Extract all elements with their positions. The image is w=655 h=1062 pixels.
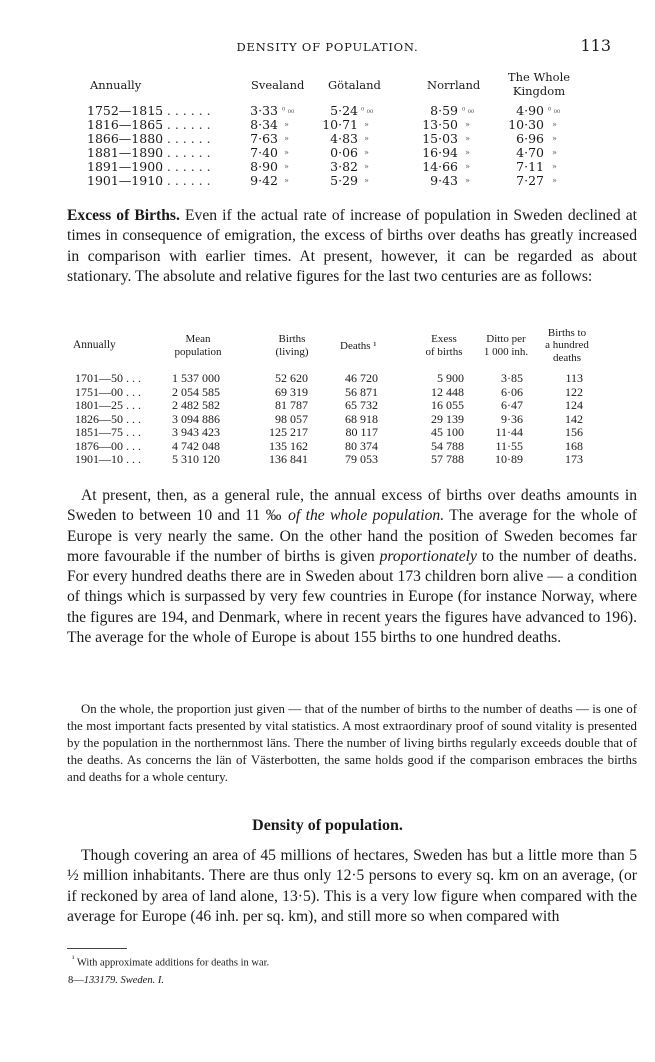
footnote: $^{^1}$ With approximate additions for deaths in war. — [72, 954, 270, 969]
printer-signature: 8—133179. Sweden. I. — [68, 975, 164, 986]
table-body: 1701—50 . . . 1 537 000 52 620 46 720 5 900 3·85 113 1751—00 . . . 2 054 585 69 319 56 871 12 448 6·06 122 1801—25 . . . 2 482 582 81 787 65 732 16 055 6·47 124 1826—50 . . . 3 094 886 98 057 68 918 29 139 9·36 142 1851—75 . . . 3 943 423 125 217 80 117 45 100 11·44 156 1876—00 . . . 4 742 048 135 162 80 374 54 788 11·55 168 1901—10 . . . 5 310 120 136 841 79 053 57 788 10·89 173 — [75, 371, 583, 466]
col-header-svealand: Svealand — [251, 78, 305, 92]
table-body: 1752—1815 . . . . . . . . 3·33 ⁰ ₀₀ 5·24 ⁰ ₀₀ 8·59 ⁰ ₀₀ 4·90 ⁰ ₀₀ 1816—1865 . . . . . . . . 8·34 » 10·71 » 13·50 » 10·30 » 1866—1880 . . . . . . . . 7·63 » 4·83 » 15·03 » 6·96 » 1881—1890 . . . . . . . . 7·40 » 0·06 » 16·94 » 4·70 » 1891—1900 . . . . . . . . 8·90 » 3·82 » 14·66 » 7·11 » 1901—1910 . . . . . . . . 9·42 » 5·29 » 9·43 » 7·27 » — [87, 103, 561, 188]
col-header-per-1000: Ditto per — [486, 333, 526, 345]
excess-of-births-paragraph: Excess of Births. Even if the actual rate of increase of population in Sweden declined at times in consequence of emigration, the excess of births over deaths has greatly increased in comparison with earlier times. At present, however, it can be regarded as about stationary. The absolute and relative figures for the last two centuries are as follows: — [67, 207, 638, 285]
col-header-annually: Annually — [73, 339, 116, 351]
col-header-excess: Exess — [431, 333, 457, 345]
col-header-mean-pop: Mean — [185, 333, 211, 345]
page-number: 113 — [580, 36, 611, 55]
density-paragraph: Though covering an area of 45 millions of hectares, Sweden has but a little more than 5 ½ million inhabitants. There are thus only 12·5 persons to every sq. km on an average, (or if reckoned by area of land alone, 13·5). This is a very low figure when compared with the average for Europe (46 inh. per sq. km), and still more so when compared with — [67, 847, 637, 925]
col-header-kingdom-2: Kingdom — [512, 84, 566, 98]
col-header-births-per-100-deaths: Births to — [547, 327, 587, 339]
excess-heading: Excess of Births. — [67, 207, 180, 224]
at-present-paragraph: At present, then, as a general rule, the annual excess of births over deaths amounts in Sweden to between 10 and 11 ‰ of the whole population. The average for the whole of Europe is very nearly the same. On the other hand the position of Sweden becomes far more favourable if the number of births is given proportionately to the number of deaths. For every hundred deaths there are in Sweden about 173 children born alive — a condition of things which is surpassed by very few countries in Europe (for instance Norway, where the figures are 194, and Denmark, where in recent years the figures have advanced to 196). The average for the whole of Europe is about 155 births to one hundred deaths. — [67, 487, 637, 647]
col-header-norrland: Norrland — [427, 78, 481, 92]
col-header-births: Births — [278, 333, 306, 345]
col-header-kingdom-1: The Whole — [507, 70, 571, 84]
footnote-rule — [67, 948, 127, 949]
section-title: Density of population. — [252, 817, 403, 834]
on-the-whole-paragraph: On the whole, the proportion just given — that of the number of births to the number of deaths — is one of the most important facts presented by vital statistics. A most extraordinary proof of sound vitality is presented by the population in the northernmost läns. There the number of living births regularly exceeds double that of the deaths. As concerns the län of Västerbotten, the same holds good if the comparison embraces the births and deaths for a whole century. — [67, 701, 637, 784]
col-header-gotaland: Götaland — [328, 78, 381, 92]
col-header-annually: Annually — [90, 78, 142, 92]
col-header-deaths: Deaths ¹ — [340, 340, 377, 352]
running-head: DENSITY OF POPULATION. — [236, 40, 419, 54]
